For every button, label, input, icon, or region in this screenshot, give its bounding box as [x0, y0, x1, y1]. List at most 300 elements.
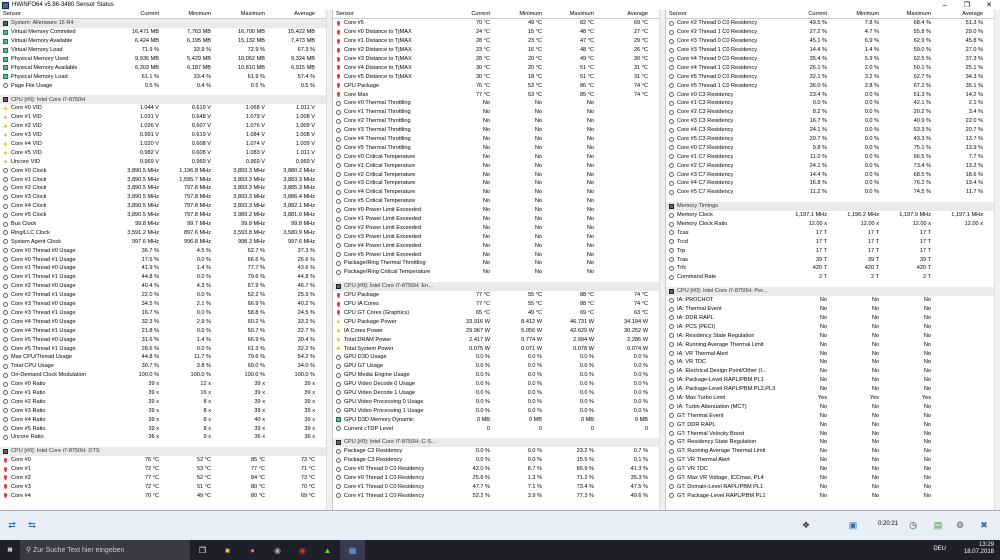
sensor-row[interactable]	[333, 474, 665, 483]
sensor-row[interactable]	[0, 81, 332, 90]
average-value: 69 °C	[633, 20, 648, 27]
maximum-value: 66.6 %	[247, 256, 265, 263]
sensor-row[interactable]	[666, 28, 1000, 37]
sensor-row[interactable]	[333, 415, 665, 424]
maximum-value: 76.2 %	[913, 180, 931, 187]
clock-date: 18.07.2018	[963, 549, 994, 555]
clock-icon	[3, 426, 8, 431]
sensor-row[interactable]	[666, 90, 1000, 99]
sensor-row[interactable]	[333, 161, 665, 170]
col-maximum[interactable]: Maximum	[240, 11, 265, 17]
sensor-row[interactable]	[666, 465, 1000, 474]
sensor-row[interactable]	[666, 411, 1000, 420]
sensor-row[interactable]	[0, 46, 332, 55]
sensor-panel-2[interactable]	[333, 10, 666, 510]
sensor-row[interactable]	[666, 314, 1000, 323]
sensor-row[interactable]	[333, 406, 665, 415]
minimum-value: 0.0 %	[527, 457, 542, 464]
monitor-icon[interactable]: ▣	[848, 519, 858, 530]
minimum-value: 0.071 W	[521, 345, 542, 352]
minimum-value: 5.056 W	[521, 327, 542, 334]
mem-icon	[336, 417, 341, 422]
sensor-row[interactable]	[0, 389, 332, 398]
sensor-group-header[interactable]	[666, 287, 1000, 296]
current-value: No	[482, 162, 490, 169]
sensor-row[interactable]	[333, 268, 665, 277]
sensor-row[interactable]	[0, 211, 332, 220]
sensor-row[interactable]	[0, 72, 332, 81]
close-sensors-icon[interactable]: ✖	[980, 519, 988, 530]
sensor-row[interactable]	[333, 482, 665, 491]
sensor-group-header[interactable]	[666, 202, 1000, 211]
current-value: No	[819, 377, 827, 384]
sensor-row[interactable]	[333, 72, 665, 81]
sensor-label: Core #0 Thread 0 C0 Residency	[344, 466, 425, 473]
sensor-row[interactable]	[333, 197, 665, 206]
current-value: No	[482, 260, 490, 267]
sensor-row[interactable]	[333, 456, 665, 465]
sensor-group-header[interactable]	[0, 447, 332, 456]
current-value: 26.1 %	[809, 64, 827, 71]
current-value: 3,890.5 MHz	[127, 176, 159, 183]
sensor-row[interactable]	[666, 188, 1000, 197]
sensor-row[interactable]	[0, 157, 332, 166]
sensor-row[interactable]	[333, 188, 665, 197]
sensor-row[interactable]	[0, 228, 332, 237]
col-minimum[interactable]: Minimum	[519, 11, 542, 17]
minimize-icon[interactable]: –	[943, 1, 947, 9]
sensor-row[interactable]	[0, 202, 332, 211]
sensor-row[interactable]	[0, 246, 332, 255]
clock-icon[interactable]: ◷	[909, 519, 917, 530]
task-view-icon[interactable]: ❐	[198, 545, 207, 555]
sensor-row[interactable]	[333, 371, 665, 380]
sensor-row[interactable]	[666, 402, 1000, 411]
sensor-row[interactable]	[666, 108, 1000, 117]
sensor-row[interactable]	[0, 482, 332, 491]
sensor-row[interactable]	[0, 317, 332, 326]
sensor-row[interactable]	[666, 358, 1000, 367]
sensor-row[interactable]	[333, 117, 665, 126]
sensor-row[interactable]	[333, 353, 665, 362]
hwinfo-taskbar-icon[interactable]: ▦	[340, 540, 365, 560]
sensor-row[interactable]	[333, 19, 665, 28]
sensor-row[interactable]	[666, 99, 1000, 108]
sensor-label: IA: Max Turbo Limit	[677, 394, 726, 401]
pct-icon	[336, 172, 341, 177]
sensor-row[interactable]	[333, 143, 665, 152]
sensor-row[interactable]	[333, 232, 665, 241]
average-value: 3.4 %	[968, 109, 983, 116]
report-icon[interactable]: ▤	[933, 519, 943, 530]
sensor-row[interactable]	[0, 282, 332, 291]
sensor-label: Core #4 Critical Temperature	[344, 189, 416, 196]
volt-icon	[3, 133, 8, 138]
maximum-value: 72.9 %	[247, 47, 265, 54]
sensor-row[interactable]	[666, 81, 1000, 90]
sensor-row[interactable]	[333, 55, 665, 64]
sensor-row[interactable]	[0, 166, 332, 175]
sensor-row[interactable]	[666, 46, 1000, 55]
maximum-value: No	[923, 297, 931, 304]
sensor-row[interactable]	[333, 81, 665, 90]
current-value: 12.00 x	[808, 221, 827, 228]
sensor-label: Core #1 C7 Residency	[677, 153, 734, 160]
sensor-label: Core #4 Thread 0 C0 Residency	[677, 56, 758, 62]
col-current[interactable]: Current	[808, 11, 827, 17]
sensor-row[interactable]	[0, 309, 332, 318]
sensor-row[interactable]	[666, 19, 1000, 28]
sensor-panel-3[interactable]	[666, 10, 1000, 510]
sensor-row[interactable]	[666, 55, 1000, 64]
sensor-row[interactable]	[666, 305, 1000, 314]
sensor-row[interactable]	[333, 135, 665, 144]
sensor-row[interactable]	[0, 122, 332, 131]
sensor-row[interactable]	[666, 161, 1000, 170]
sensor-row[interactable]	[333, 179, 665, 188]
file-explorer-icon[interactable]: ■	[225, 545, 230, 555]
sensor-row[interactable]	[666, 456, 1000, 465]
temp-icon	[337, 293, 340, 298]
sensor-row[interactable]	[666, 438, 1000, 447]
sensor-row[interactable]	[0, 371, 332, 380]
sensor-row[interactable]	[0, 140, 332, 149]
sensor-label: Core #4 Ratio	[11, 416, 46, 423]
sensor-row[interactable]	[0, 424, 332, 433]
maximum-value: 3,893.3 MHz	[233, 203, 265, 210]
sensor-row[interactable]	[333, 206, 665, 215]
average-value: 31 °C	[633, 64, 648, 71]
sensor-row[interactable]	[333, 362, 665, 371]
sensor-row[interactable]	[666, 237, 1000, 246]
sensor-row[interactable]	[666, 474, 1000, 483]
sensor-row[interactable]	[0, 220, 332, 229]
col-minimum[interactable]: Minimum	[856, 11, 879, 17]
sensor-row[interactable]	[0, 456, 332, 465]
sensor-row[interactable]	[666, 117, 1000, 126]
sensor-row[interactable]	[333, 126, 665, 135]
col-average[interactable]: Average	[627, 11, 648, 17]
temp-icon	[4, 475, 7, 480]
sensor-row[interactable]	[666, 246, 1000, 255]
green-app-icon[interactable]: ▲	[323, 545, 332, 555]
sensor-row[interactable]	[666, 72, 1000, 81]
sensor-row[interactable]	[666, 367, 1000, 376]
sensor-row[interactable]	[0, 55, 332, 64]
sensor-group-header[interactable]	[0, 19, 332, 28]
sensor-row[interactable]	[0, 380, 332, 389]
average-value: 74 °C	[633, 301, 648, 308]
sensor-row[interactable]	[666, 135, 1000, 144]
steam-icon[interactable]: ◉	[274, 545, 281, 555]
col-maximum[interactable]: Maximum	[569, 11, 594, 17]
minimum-value: 0.0 %	[527, 363, 542, 370]
sensor-row[interactable]	[0, 255, 332, 264]
sensor-row[interactable]	[333, 28, 665, 37]
keyboard-language[interactable]: DEU	[933, 546, 946, 552]
col-average[interactable]: Average	[962, 11, 983, 17]
pct-icon	[669, 422, 674, 427]
maximum-value: No	[586, 198, 594, 205]
firefox-icon[interactable]: ●	[250, 545, 255, 555]
sensor-row[interactable]	[333, 99, 665, 108]
maximum-value: No	[586, 233, 594, 240]
minimum-value: 0.0 %	[864, 144, 879, 151]
sensor-row[interactable]	[0, 237, 332, 246]
sensor-row[interactable]	[0, 300, 332, 309]
sensor-row[interactable]	[666, 179, 1000, 188]
sensor-row[interactable]	[666, 228, 1000, 237]
sensor-label: Core #0 Thread #0 Usage	[11, 247, 76, 254]
average-value: 24.5 %	[297, 309, 315, 316]
col-maximum[interactable]: Maximum	[906, 11, 931, 17]
sensor-row[interactable]	[666, 394, 1000, 403]
current-value: 22.0 %	[141, 292, 159, 299]
vertical-scrollbar[interactable]	[994, 10, 1000, 510]
minimum-value: 797.8 MHz	[183, 185, 211, 192]
sensor-row[interactable]	[0, 362, 332, 371]
sensor-row[interactable]	[333, 309, 665, 318]
current-value: 20.7 %	[809, 136, 827, 143]
minimum-value: 1.4 %	[196, 336, 211, 343]
minimum-value: No	[871, 332, 879, 339]
current-value: No	[482, 198, 490, 205]
sensor-row[interactable]	[666, 170, 1000, 179]
restore-icon[interactable]: ❐	[963, 2, 971, 9]
sensor-row[interactable]	[333, 300, 665, 309]
red-app-icon[interactable]: ◉	[299, 545, 306, 555]
maximum-value: 1.083 V	[245, 149, 265, 156]
sensor-row[interactable]	[666, 429, 1000, 438]
average-value: 1.009 V	[295, 141, 315, 148]
sensor-row[interactable]	[333, 389, 665, 398]
sensor-row[interactable]	[333, 215, 665, 224]
sensor-row[interactable]	[333, 317, 665, 326]
sensor-row[interactable]	[333, 380, 665, 389]
sensor-row[interactable]	[333, 241, 665, 250]
column-header[interactable]	[0, 10, 332, 19]
maximum-value: 1.068 V	[245, 105, 265, 112]
sensor-row[interactable]	[0, 273, 332, 282]
col-sensor[interactable]: Sensor	[3, 11, 21, 17]
sensor-row[interactable]	[666, 322, 1000, 331]
sensor-row[interactable]	[666, 143, 1000, 152]
sensor-row[interactable]	[333, 491, 665, 500]
maximum-value: No	[586, 153, 594, 160]
sensor-row[interactable]	[0, 193, 332, 202]
average-value: 1,197.1 MHz	[951, 212, 983, 219]
sensor-row[interactable]	[666, 152, 1000, 161]
temp-icon	[337, 57, 340, 62]
sensor-row[interactable]	[666, 340, 1000, 349]
sensor-row[interactable]	[0, 37, 332, 46]
minimum-value: No	[871, 341, 879, 348]
network-icon[interactable]: ❖	[801, 519, 811, 530]
sensor-group-header[interactable]	[0, 95, 332, 104]
col-current[interactable]: Current	[140, 11, 159, 17]
sensor-row[interactable]	[666, 296, 1000, 305]
sensor-row[interactable]	[333, 46, 665, 55]
sensor-row[interactable]	[333, 152, 665, 161]
sensor-row[interactable]	[333, 108, 665, 117]
sensor-row[interactable]	[333, 424, 665, 433]
sensor-label: Uncore Ratio	[11, 434, 44, 441]
minimum-value: No	[534, 216, 542, 223]
sensor-label: Command Rate	[677, 274, 717, 281]
sensor-row[interactable]	[333, 344, 665, 353]
maximum-value: 3,893.3 MHz	[233, 167, 265, 174]
sensor-group-header[interactable]	[333, 438, 665, 447]
sensor-row[interactable]	[0, 184, 332, 193]
minimum-value: 0.607 V	[191, 123, 211, 130]
pct-icon	[336, 261, 341, 266]
sensor-row[interactable]	[0, 326, 332, 335]
current-value: No	[819, 323, 827, 330]
average-value: 63 °C	[633, 309, 648, 316]
sensor-row[interactable]	[0, 175, 332, 184]
sensor-group-header[interactable]	[333, 282, 665, 291]
maximum-value: No	[586, 180, 594, 187]
current-value: 28.6 %	[141, 345, 159, 352]
sensor-row[interactable]	[666, 264, 1000, 273]
sensor-row[interactable]	[666, 420, 1000, 429]
sensor-row[interactable]	[666, 331, 1000, 340]
minimum-value: No	[871, 439, 879, 446]
sensor-row[interactable]	[0, 148, 332, 157]
minimum-value: No	[534, 109, 542, 116]
sensor-row[interactable]	[0, 406, 332, 415]
sensor-row[interactable]	[666, 126, 1000, 135]
sensor-row[interactable]	[0, 113, 332, 122]
sensor-row[interactable]	[333, 335, 665, 344]
sensor-row[interactable]	[0, 433, 332, 442]
sensor-row[interactable]	[666, 482, 1000, 491]
sensor-row[interactable]	[0, 291, 332, 300]
current-value: 6,303 MB	[135, 64, 159, 71]
sensor-label: Package C2 Residency	[344, 448, 403, 455]
sensor-row[interactable]	[333, 37, 665, 46]
current-value: 17 T	[815, 238, 827, 245]
pct-icon	[669, 404, 674, 409]
sensor-row[interactable]	[333, 90, 665, 99]
sensor-row[interactable]	[0, 131, 332, 140]
sensor-row[interactable]	[333, 447, 665, 456]
current-value: 32.3 %	[141, 318, 159, 325]
clock-icon	[3, 382, 8, 387]
sensor-row[interactable]	[333, 170, 665, 179]
arrow-right-left-icon[interactable]: ⇆	[28, 519, 36, 530]
col-current[interactable]: Current	[471, 11, 490, 17]
sensor-row[interactable]	[666, 447, 1000, 456]
average-value: 25.1 %	[965, 64, 983, 71]
sensor-row[interactable]	[666, 376, 1000, 385]
sensor-row[interactable]	[0, 344, 332, 353]
minimum-value: No	[534, 153, 542, 160]
minimum-value: 797.8 MHz	[183, 212, 211, 219]
maximum-value: No	[923, 430, 931, 437]
sensor-label: Core #2 Distance to TjMAX	[344, 47, 412, 54]
sensor-row[interactable]	[666, 63, 1000, 72]
current-value: No	[482, 216, 490, 223]
minimum-value: 1.4 %	[196, 265, 211, 272]
close-icon[interactable]: ✕	[986, 2, 992, 9]
sensor-row[interactable]	[333, 223, 665, 232]
sensor-row[interactable]	[666, 211, 1000, 220]
windows-start-icon[interactable]: ▦	[7, 547, 13, 553]
sensor-row[interactable]	[0, 353, 332, 362]
arrow-left-right-icon[interactable]: ⇄	[8, 519, 16, 530]
col-sensor[interactable]: Sensor	[336, 11, 354, 17]
sensor-row[interactable]	[333, 63, 665, 72]
current-value: 2.417 W	[469, 336, 490, 343]
sensor-row[interactable]	[0, 264, 332, 273]
sensor-row[interactable]	[0, 28, 332, 37]
vertical-scrollbar[interactable]	[659, 10, 665, 510]
maximum-value: 2 T	[923, 274, 931, 281]
current-value: 1.020 V	[139, 141, 159, 148]
pct-icon	[336, 101, 341, 106]
sensor-row[interactable]	[0, 465, 332, 474]
column-header[interactable]	[666, 10, 1000, 19]
current-value: 997.6 MHz	[131, 238, 159, 245]
pct-icon	[336, 110, 341, 115]
col-sensor[interactable]: Sensor	[669, 11, 687, 17]
sensor-row[interactable]	[333, 259, 665, 268]
sensor-row[interactable]	[0, 63, 332, 72]
sensor-row[interactable]	[666, 220, 1000, 229]
sensor-row[interactable]	[666, 349, 1000, 358]
sensor-row[interactable]	[333, 250, 665, 259]
taskbar-search[interactable]: ⚲ Zur Suche Text hier eingeben	[20, 540, 190, 560]
settings-icon[interactable]: ⚙	[955, 519, 965, 530]
sensor-row[interactable]	[333, 397, 665, 406]
average-value: 26.6 %	[297, 256, 315, 263]
sensor-label: Core #4	[11, 492, 31, 499]
sensor-row[interactable]	[0, 415, 332, 424]
minimum-value: 39 T	[867, 256, 879, 263]
sensor-row[interactable]	[333, 291, 665, 300]
sensor-panel-1[interactable]	[0, 10, 333, 510]
column-header[interactable]	[333, 10, 665, 19]
sensor-row[interactable]	[666, 37, 1000, 46]
minimum-value: No	[871, 377, 879, 384]
sensor-row[interactable]	[666, 385, 1000, 394]
sensor-row[interactable]	[0, 104, 332, 113]
maximum-value: No	[586, 216, 594, 223]
sensor-row[interactable]	[0, 335, 332, 344]
sensor-row[interactable]	[0, 491, 332, 500]
current-value: 36 x	[148, 434, 159, 441]
sensor-row[interactable]	[666, 255, 1000, 264]
vertical-scrollbar[interactable]	[326, 10, 332, 510]
current-value: 0.075 W	[469, 345, 490, 352]
current-value: 72 °C	[144, 483, 159, 490]
sensor-row[interactable]	[333, 465, 665, 474]
sensor-row[interactable]	[0, 397, 332, 406]
average-value: 3,885.3 MHz	[283, 185, 315, 192]
sensor-row[interactable]	[0, 474, 332, 483]
sensor-row[interactable]	[333, 326, 665, 335]
sensor-label: IA Cores Power	[344, 327, 383, 334]
pct-icon	[336, 408, 341, 413]
maximum-value: 69 °C	[579, 309, 594, 316]
system-clock[interactable]	[964, 542, 994, 556]
col-average[interactable]: Average	[294, 11, 315, 17]
sensor-row[interactable]	[666, 491, 1000, 500]
col-minimum[interactable]: Minimum	[188, 11, 211, 17]
sensor-row[interactable]	[666, 273, 1000, 282]
average-value: 51.3 %	[965, 20, 983, 27]
